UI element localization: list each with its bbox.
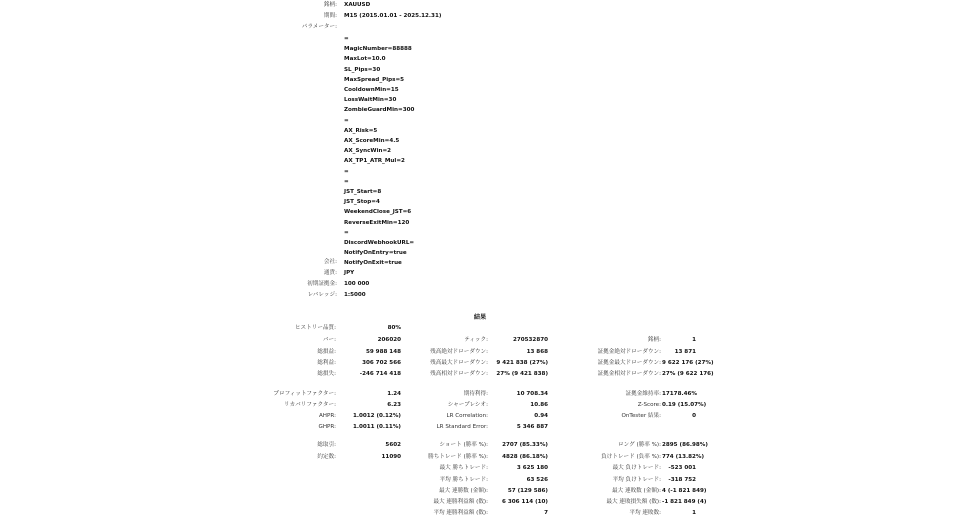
company-label: 会社: [323,259,337,265]
result-label: 平均 勝ちトレード: [439,477,488,483]
result-value: 206020 [377,337,401,343]
result-label: 最大 連敗損失額 (数): [606,499,661,505]
result-value: 4 (-1 821 849) [662,488,707,494]
result-value: 5602 [385,442,401,448]
result-label: 証拠金絶対ドローダウン: [597,349,661,355]
parameter-item: = [344,168,349,175]
result-label: 残高絶対ドローダウン: [430,349,488,355]
result-value: 10.86 [530,402,548,408]
result-label: 最大 連勝利益額 (数): [433,499,488,505]
result-value: 1.24 [387,391,401,397]
result-value: 11090 [381,454,401,460]
result-label: OnTester 結果: [621,413,661,419]
parameter-item: NotifyOnEntry=true [344,250,407,257]
result-value: 59 988 148 [365,349,401,355]
result-value: 7 [544,510,548,516]
parameter-item: ReverseExitMin=120 [344,219,410,226]
result-value: -523 001 [668,465,696,471]
result-label: 最大 勝ちトレード: [439,465,488,471]
result-value: 3 625 180 [516,465,548,471]
parameter-item: = [344,36,349,42]
parameter-item: NotifyOnExit=true [344,260,402,267]
leverage-value: 1:5000 [344,292,366,298]
symbol-value: XAUUSD [344,2,371,8]
result-label: 期待利得: [463,391,488,397]
result-value: -318 752 [668,477,696,483]
parameter-item: MagicNumber=88888 [344,46,412,53]
parameters-label: パラメーター: [301,24,337,30]
parameter-item: MaxSpread_Pips=5 [344,76,405,83]
result-label: 負けトレード (負率 %): [601,454,661,460]
result-label: 最大 連敗数 (金額): [612,488,661,494]
result-value: -1 821 849 (4) [662,499,707,505]
result-value: 306 702 566 [362,360,401,366]
result-label: 残高最大ドローダウン: [430,360,488,366]
result-label: 証拠金最大ドローダウン: [597,360,661,366]
result-label: 残高相対ドローダウン: [430,371,488,377]
result-label: 平均 負けトレード: [612,477,661,483]
result-value: 80% [387,325,401,331]
result-value: 13 868 [526,349,548,355]
result-value: 9 622 176 (27%) [662,360,714,366]
result-value: 6 306 114 (10) [502,499,548,505]
result-value: 0 [692,413,696,419]
result-label: GHPR: [318,424,336,430]
parameter-item: LossWaitMin=30 [344,97,397,104]
result-value: 1 [692,510,696,516]
result-value: 57 (129 586) [507,488,548,494]
result-value: 27% (9 421 838) [496,371,548,377]
result-label: Z-Score: [637,402,661,408]
period-value: M15 (2015.01.01 - 2025.12.31) [344,13,442,19]
result-value: 17178.46% [662,391,697,397]
parameter-item: = [344,117,349,124]
result-value: 0.94 [534,413,548,419]
result-label: バー: [322,337,336,343]
result-label: 勝ちトレード (勝率 %): [428,454,488,460]
parameter-item: MaxLot=10.0 [344,56,386,63]
result-label: 最大 連勝数 (金額): [439,488,488,494]
parameter-item: AX_SyncWin=2 [344,148,392,155]
parameter-item: AX_Risk=5 [344,127,378,134]
period-label: 期間: [323,13,337,19]
leverage-label: レバレッジ: [307,292,337,298]
symbol-label: 銘柄: [323,2,337,8]
result-label: 総取引: [317,442,336,448]
currency-value: JPY [344,270,355,276]
result-value: 0.19 (15.07%) [662,402,707,408]
result-value: 1 [692,337,696,343]
result-value: 774 (13.82%) [662,454,705,460]
result-label: 約定数: [317,454,336,460]
result-label: ティック: [464,337,488,343]
result-value: -246 714 418 [359,371,401,377]
parameter-item: AX_ScoreMin=4.5 [344,138,400,144]
results-title: 結果 [473,314,487,321]
result-value: 5 346 887 [516,424,548,430]
result-value: 4828 (86.18%) [502,454,548,460]
result-label: 総利益: [317,360,336,366]
result-value: 1.0011 (0.11%) [352,424,401,430]
parameter-item: = [344,178,349,185]
result-value: 63 526 [526,477,548,483]
result-label: ショート (勝率 %): [439,442,488,448]
result-label: LR Standard Error: [436,424,488,430]
result-label: LR Correlation: [446,413,488,419]
result-value: 13 871 [674,349,696,355]
result-label: ロング (勝率 %): [618,442,661,448]
result-label: プロフィットファクター: [273,391,336,397]
result-value: 270532870 [512,337,548,343]
result-label: ヒストリー品質: [294,325,336,331]
result-label: 証拠金維持率: [625,391,661,397]
result-label: 総損失: [317,371,336,377]
parameter-item: CooldownMin=15 [344,87,399,93]
result-value: 10 708.34 [516,391,548,397]
parameter-item: JST_Start=8 [344,189,382,195]
result-value: 2707 (85.33%) [502,442,548,448]
result-value: 2895 (86.98%) [662,442,708,448]
parameter-item: JST_Stop=4 [344,199,380,206]
result-label: 平均 連勝利益額 (数): [433,510,488,516]
result-label: 最大 負けトレード: [612,465,661,471]
parameter-item: WeekendClose_JST=6 [344,209,412,216]
parameter-item: ZombieGuardMin=300 [344,107,415,114]
result-value: 27% (9 622 176) [662,371,714,377]
result-value: 9 421 838 (27%) [496,360,548,366]
parameter-item: DiscordWebhookURL= [344,240,415,246]
result-label: シャープレシオ: [447,402,488,408]
currency-label: 通貨: [323,270,337,276]
result-value: 1.0012 (0.12%) [352,413,401,419]
result-label: 平均 連敗数: [629,510,661,516]
result-label: 総損益: [317,349,336,355]
initial-deposit-value: 100 000 [344,281,370,287]
result-value: 6.23 [387,402,401,408]
result-label: AHPR: [318,413,336,419]
result-label: 証拠金相対ドローダウン: [597,371,661,377]
parameter-item: AX_TP1_ATR_Mul=2 [344,158,405,165]
result-label: 銘柄: [647,337,661,343]
parameter-item: SL_Pips=30 [344,66,381,73]
result-label: リカバリファクター: [284,402,336,408]
initial-deposit-label: 初期証拠金: [307,281,337,287]
parameter-item: = [344,229,349,236]
